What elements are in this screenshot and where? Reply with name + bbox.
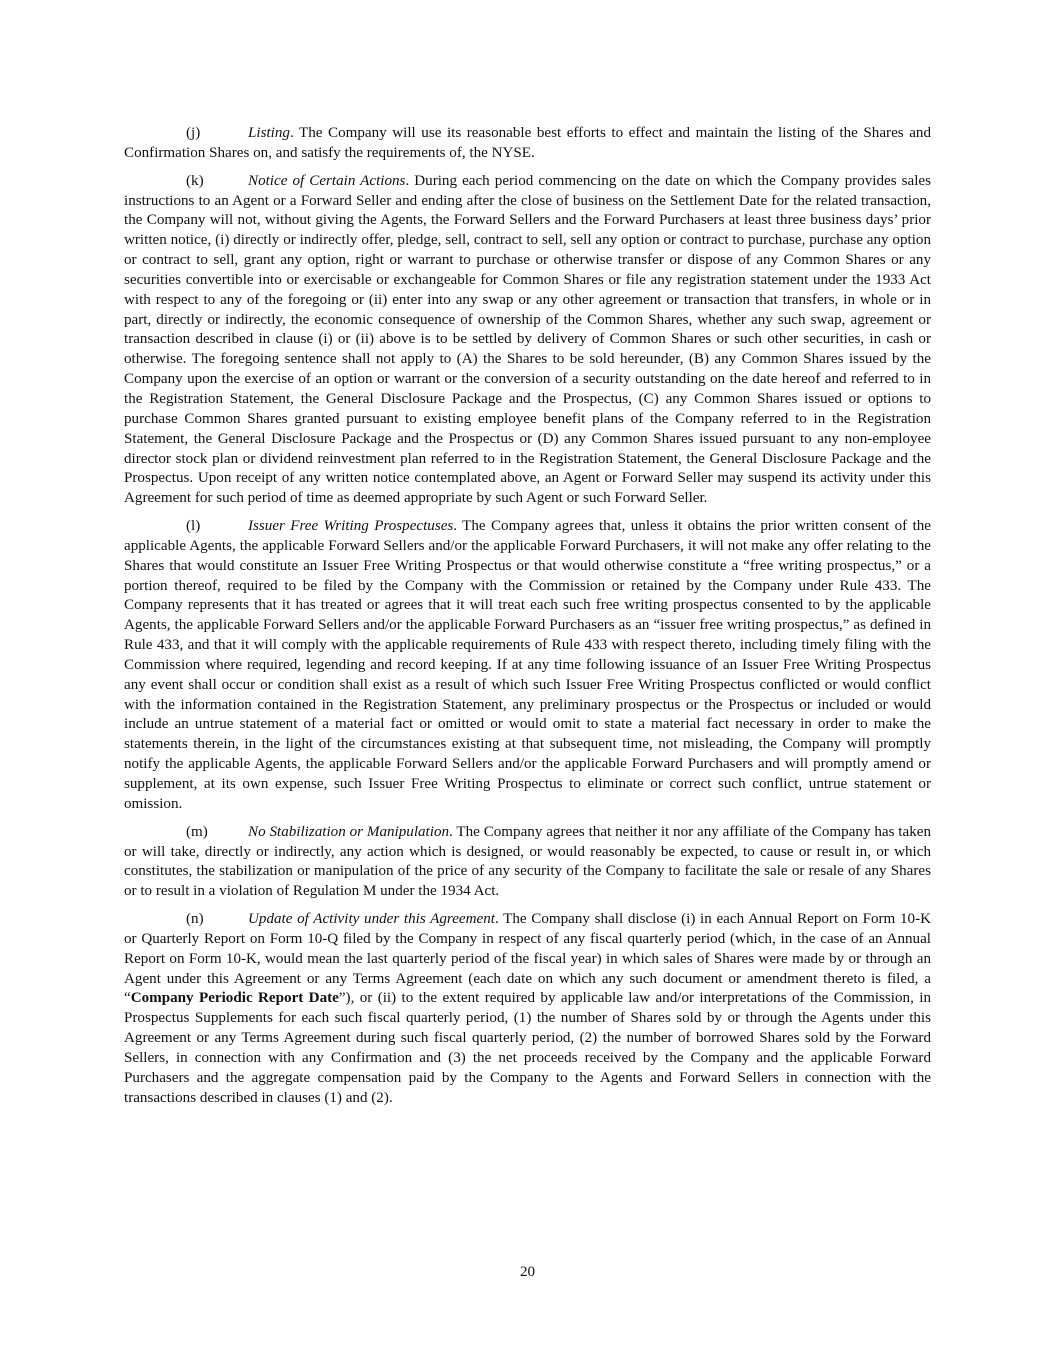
paragraph-label: (l) — [186, 518, 201, 535]
paragraph-text: . The Company agrees that neither it nor any affiliate of the Company has taken or will take, directly or indirectly, any action which is designed, or would reasonably be expected, to cause or result in, or which constitutes, the stabilization or manipulation of the price of any security of the Company to facilitate the sale or resale of any Shares or to result in a violation of Regulation M under the 1934 Act. — [124, 823, 931, 900]
paragraph-l — [124, 517, 931, 815]
paragraph-heading: Issuer Free Writing Prospectuses — [248, 518, 454, 535]
paragraph-label: (m) — [186, 823, 208, 840]
paragraph-text: . During each period commencing on the date on which the Company provides sales instructions to an Agent or a Forward Seller and ending after the close of business on the Settlement Date for the related transaction, the Company will not, without giving the Agents, the Forward Sellers and the Forward Purchasers at least three business days’ prior written notice, (i) directly or indirectly offer, pledge, sell, contract to sell, sell any option or contract to purchase, purchase any option or contract to sell, grant any option, right or warrant to purchase or otherwise transfer or dispose of any Common Shares or any securities convertible into or exercisable or exchangeable for Common Shares or file any registration statement under the 1933 Act with respect to any of the foregoing or (ii) enter into any swap or any other agreement or transaction that transfers, in whole or in part, directly or indirectly, the economic consequence of ownership of the Common Shares, whether any such swap, agreement or transaction described in clause (i) or (ii) above is to be settled by delivery of Common Shares or such other securities, in cash or otherwise. The foregoing sentence shall not apply to (A) the Shares to be sold hereunder, (B) any Common Shares issued by the Company upon the exercise of an option or warrant or the conversion of a security outstanding on the date hereof and referred to in the Registration Statement, the General Disclosure Package and the Prospectus, (C) any Common Shares issued or options to purchase Common Shares granted pursuant to existing employee benefit plans of the Company referred to in the Registration Statement, the General Disclosure Package and the Prospectus or (D) any Common Shares issued pursuant to any non-employee director stock plan or dividend reinvestment plan referred to in the Registration Statement, the General Disclosure Package and the Prospectus. Upon receipt of any written notice contemplated above, an Agent or Forward Seller may suspend its activity under this Agreement for such period of time as deemed appropriate by such Agent or such Forward Seller. — [124, 172, 931, 507]
paragraph-heading: No Stabilization or Manipulation — [248, 823, 450, 840]
paragraph-label: (n) — [186, 911, 204, 928]
paragraph-m — [124, 823, 931, 902]
paragraph-text: . The Company shall disclose (i) in each Annual Report on Form 10-K or Quarterly Report on Form 10-Q filed by the Company in respect of any fiscal quarterly period (which, in the case of an Annual Report on Form 10-K, would mean the last quarterly period of the fiscal year) in which sales of Shares were made by or through an Agent under this Agreement or any Terms Agreement (each date on which any such document or amendment thereto is filed, a “ — [124, 911, 931, 1007]
paragraph-heading: Update of Activity under this Agreement — [248, 911, 495, 928]
paragraph-text: . The Company agrees that, unless it obtains the prior written consent of the applicable Agents, the applicable Forward Sellers and/or the applicable Forward Purchasers, it will not make any offer relating to the Shares that would constitute an Issuer Free Writing Prospectus or that would otherwise constitute a “free writing prospectus,” or a portion thereof, required to be filed by the Company with the Commission or retained by the Company under Rule 433. The Company represents that it has treated or agrees that it will treat each such free writing prospectus consented to by the applicable Agents, the applicable Forward Sellers and/or the applicable Forward Purchasers as an “issuer free writing prospectus,” as defined in Rule 433, and that it will comply with the applicable requirements of Rule 433 with respect thereto, including timely filing with the Commission where required, legending and record keeping. If at any time following issuance of an Issuer Free Writing Prospectus any event shall occur or condition shall exist as a result of which such Issuer Free Writing Prospectus conflicted or would conflict with the information contained in the Registration Statement, any preliminary prospectus or the Prospectus or included or would include an untrue statement of a material fact or omitted or would omit to state a material fact necessary in order to make the statements therein, in the light of the circumstances existing at that subsequent time, not misleading, the Company will promptly notify the applicable Agents, the applicable Forward Sellers and/or the applicable Forward Purchasers and will promptly amend or supplement, at its own expense, such Issuer Free Writing Prospectus to eliminate or correct such conflict, untrue statement or omission. — [124, 518, 931, 812]
paragraph-k — [124, 172, 931, 509]
paragraph-label: (k) — [186, 172, 204, 189]
page-number: 20 — [519, 1264, 536, 1280]
defined-term: Company Periodic Report Date — [130, 990, 339, 1007]
paragraph-heading: Notice of Certain Actions — [248, 172, 406, 189]
paragraph-label: (j) — [186, 125, 201, 141]
paragraph-n — [124, 910, 931, 1108]
document-body — [124, 124, 931, 1117]
paragraph-j — [124, 124, 931, 164]
paragraph-text: . The Company will use its reasonable best efforts to effect and maintain the listing of the Shares and Confirmation Shares on, and satisfy the requirements of, the NYSE. — [124, 125, 931, 161]
paragraph-text-continued: ”), or (ii) to the extent required by applicable law and/or interpretations of the Commission, in Prospectus Supplements for each such fiscal quarterly period, (1) the number of Shares sold by or through the Agents under this Agreement or any Terms Agreement during such fiscal quarterly period, (2) the number of borrowed Shares sold by the Forward Sellers, in connection with any Confirmation and (3) the net proceeds received by the Company and the applicable Forward Purchasers and the aggregate compensation paid by the Company to the Agents and Forward Sellers in connection with the transactions described in clauses (1) and (2). — [124, 990, 931, 1106]
paragraph-heading: Listing — [248, 125, 290, 141]
